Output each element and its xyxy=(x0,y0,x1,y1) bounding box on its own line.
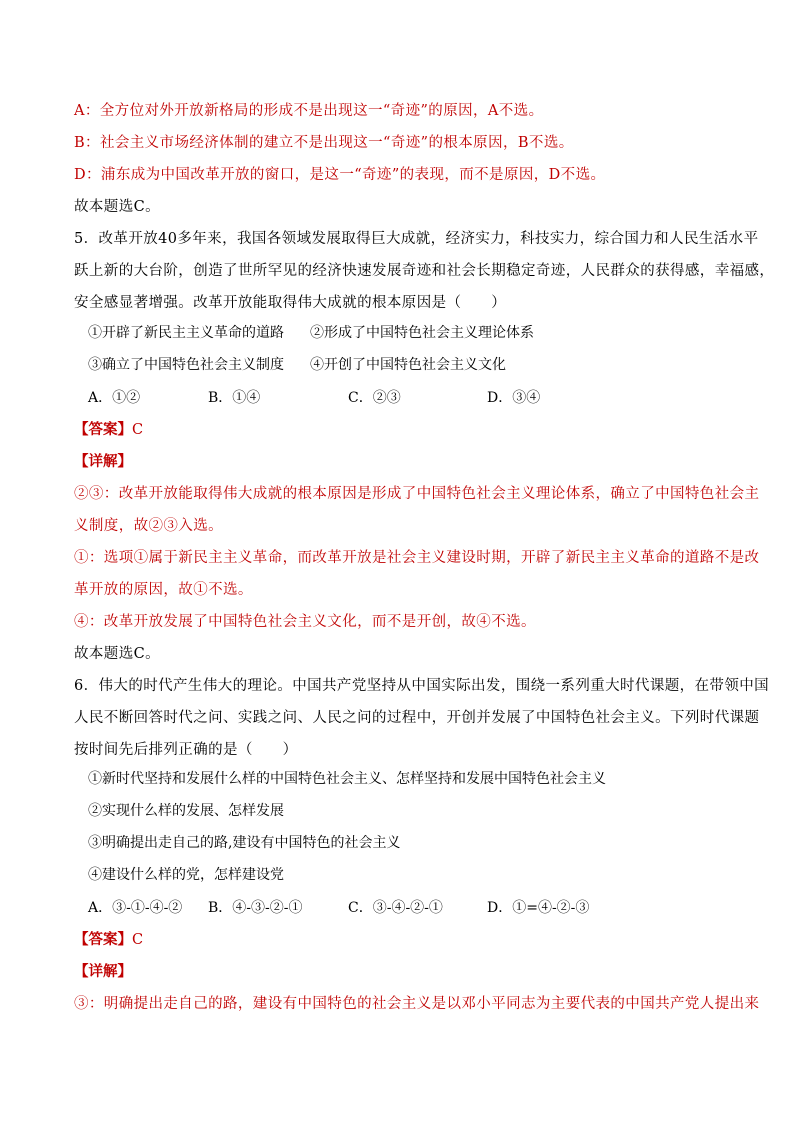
answer-label: 【答案】 xyxy=(74,422,132,438)
q5-detail-line: ②③：改革开放能取得伟大成就的根本原因是形成了中国特色社会主义理论体系，确立了中国特色社会主 xyxy=(74,486,760,502)
q6-stem-line: 按时间先后排列正确的是（ ） xyxy=(74,742,298,758)
q6-item-3: ③明确提出走自己的路,建设有中国特色的社会主义 xyxy=(88,835,401,851)
q6-item-4: ④建设什么样的党，怎样建设党 xyxy=(88,867,284,883)
answer-value: C xyxy=(132,422,144,438)
explanation-option-a: A：全方位对外开放新格局的形成不是出现这一“奇迹”的原因，A不选。 xyxy=(74,103,544,119)
q6-answer xyxy=(74,930,143,950)
q6-option-c: C．③-④-②-① xyxy=(348,900,443,916)
q5-detail-label xyxy=(74,452,132,472)
q6-option-b: B．④-③-②-① xyxy=(208,900,303,916)
q5-detail-line: 革开放的原因，故①不选。 xyxy=(74,582,253,598)
explanation-option-d: D：浦东成为中国改革开放的窗口，是这一“奇迹”的表现，而不是原因，D不选。 xyxy=(74,167,606,183)
q5-stem-line: 5．改革开放40多年来，我国各领域发展取得巨大成就，经济实力，科技实力，综合国力和人民生活水平 xyxy=(74,231,759,247)
answer-label: 【答案】 xyxy=(74,932,132,948)
q5-item-1: ①开辟了新民主主义革命的道路 xyxy=(88,325,284,341)
q5-option-b: B．①④ xyxy=(208,390,261,406)
q5-option-d: D．③④ xyxy=(487,390,541,406)
q6-stem-line: 6．伟大的时代产生伟大的理论。中国共产党坚持从中国实际出发，围绕一系列重大时代课题，在带领中国 xyxy=(74,678,770,694)
q5-item-2: ②形成了中国特色社会主义理论体系 xyxy=(310,325,534,341)
q6-option-d: D．①=④-②-③ xyxy=(487,900,590,916)
detail-label: 【详解】 xyxy=(74,454,132,470)
answer-value: C xyxy=(132,932,144,948)
q6-option-a: A．③-①-④-② xyxy=(88,900,183,916)
q5-conclusion: 故本题选C。 xyxy=(74,646,160,662)
q6-detail-line: ③：明确提出走自己的路，建设有中国特色的社会主义是以邓小平同志为主要代表的中国共产党人提出来 xyxy=(74,996,760,1012)
q5-detail-line: ④：改革开放发展了中国特色社会主义文化，而不是开创，故④不选。 xyxy=(74,614,536,630)
q6-detail-label xyxy=(74,962,132,982)
q6-item-2: ②实现什么样的发展、怎样发展 xyxy=(88,803,284,819)
q5-item-4: ④开创了中国特色社会主义文化 xyxy=(310,357,506,373)
q5-detail-line: ①：选项①属于新民主主义革命，而改革开放是社会主义建设时期，开辟了新民主主义革命的道路不是改 xyxy=(74,550,760,566)
prev-conclusion: 故本题选C。 xyxy=(74,199,160,215)
q5-detail-line: 义制度，故②③入选。 xyxy=(74,518,223,534)
explanation-option-b: B：社会主义市场经济体制的建立不是出现这一“奇迹”的根本原因，B不选。 xyxy=(74,135,574,151)
detail-label: 【详解】 xyxy=(74,964,132,980)
q5-item-3: ③确立了中国特色社会主义制度 xyxy=(88,357,284,373)
q5-stem-line: 跃上新的大台阶，创造了世所罕见的经济快速发展奇迹和社会长期稳定奇迹，人民群众的获得感，幸福感， xyxy=(74,263,775,279)
q5-option-a: A．①② xyxy=(88,390,141,406)
q5-option-c: C．②③ xyxy=(348,390,401,406)
q6-item-1: ①新时代坚持和发展什么样的中国特色社会主义、怎样坚持和发展中国特色社会主义 xyxy=(88,771,606,787)
q5-answer xyxy=(74,420,143,440)
q6-stem-line: 人民不断回答时代之问、实践之问、人民之问的过程中，开创并发展了中国特色社会主义。下列时代课题 xyxy=(74,710,760,726)
q5-stem-line: 安全感显著增强。改革开放能取得伟大成就的根本原因是（ ） xyxy=(74,295,507,311)
